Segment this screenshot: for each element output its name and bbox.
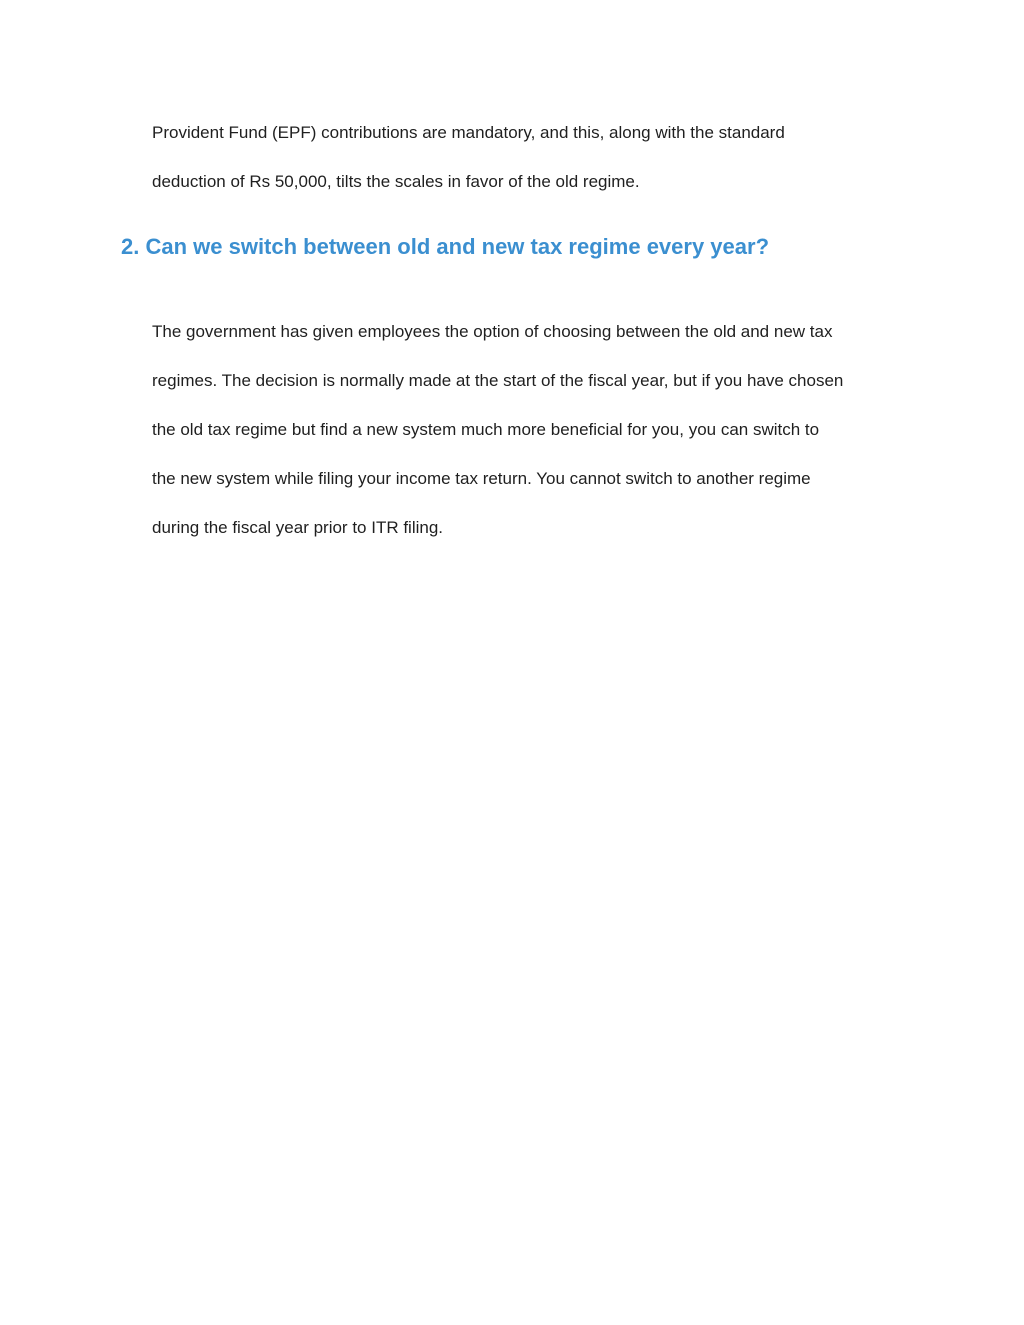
paragraph-line: during the fiscal year prior to ITR filing. (152, 518, 444, 537)
body-paragraph (152, 307, 922, 552)
paragraph-line: Provident Fund (EPF) contributions are mandatory, and this, along with the standard (152, 123, 785, 142)
paragraph-line: The government has given employees the option of choosing between the old and new tax (152, 322, 833, 341)
paragraph-line: deduction of Rs 50,000, tilts the scales in favor of the old regime. (152, 172, 640, 191)
paragraph-line: the new system while filing your income tax return. You cannot switch to another regime (152, 469, 811, 488)
paragraph-line: the old tax regime but find a new system much more beneficial for you, you can switch to (152, 420, 820, 439)
paragraph-line: regimes. The decision is normally made at the start of the fiscal year, but if you have chosen (152, 371, 844, 390)
section-heading: 2. Can we switch between old and new tax regime every year? (121, 234, 770, 259)
intro-paragraph (152, 108, 922, 206)
